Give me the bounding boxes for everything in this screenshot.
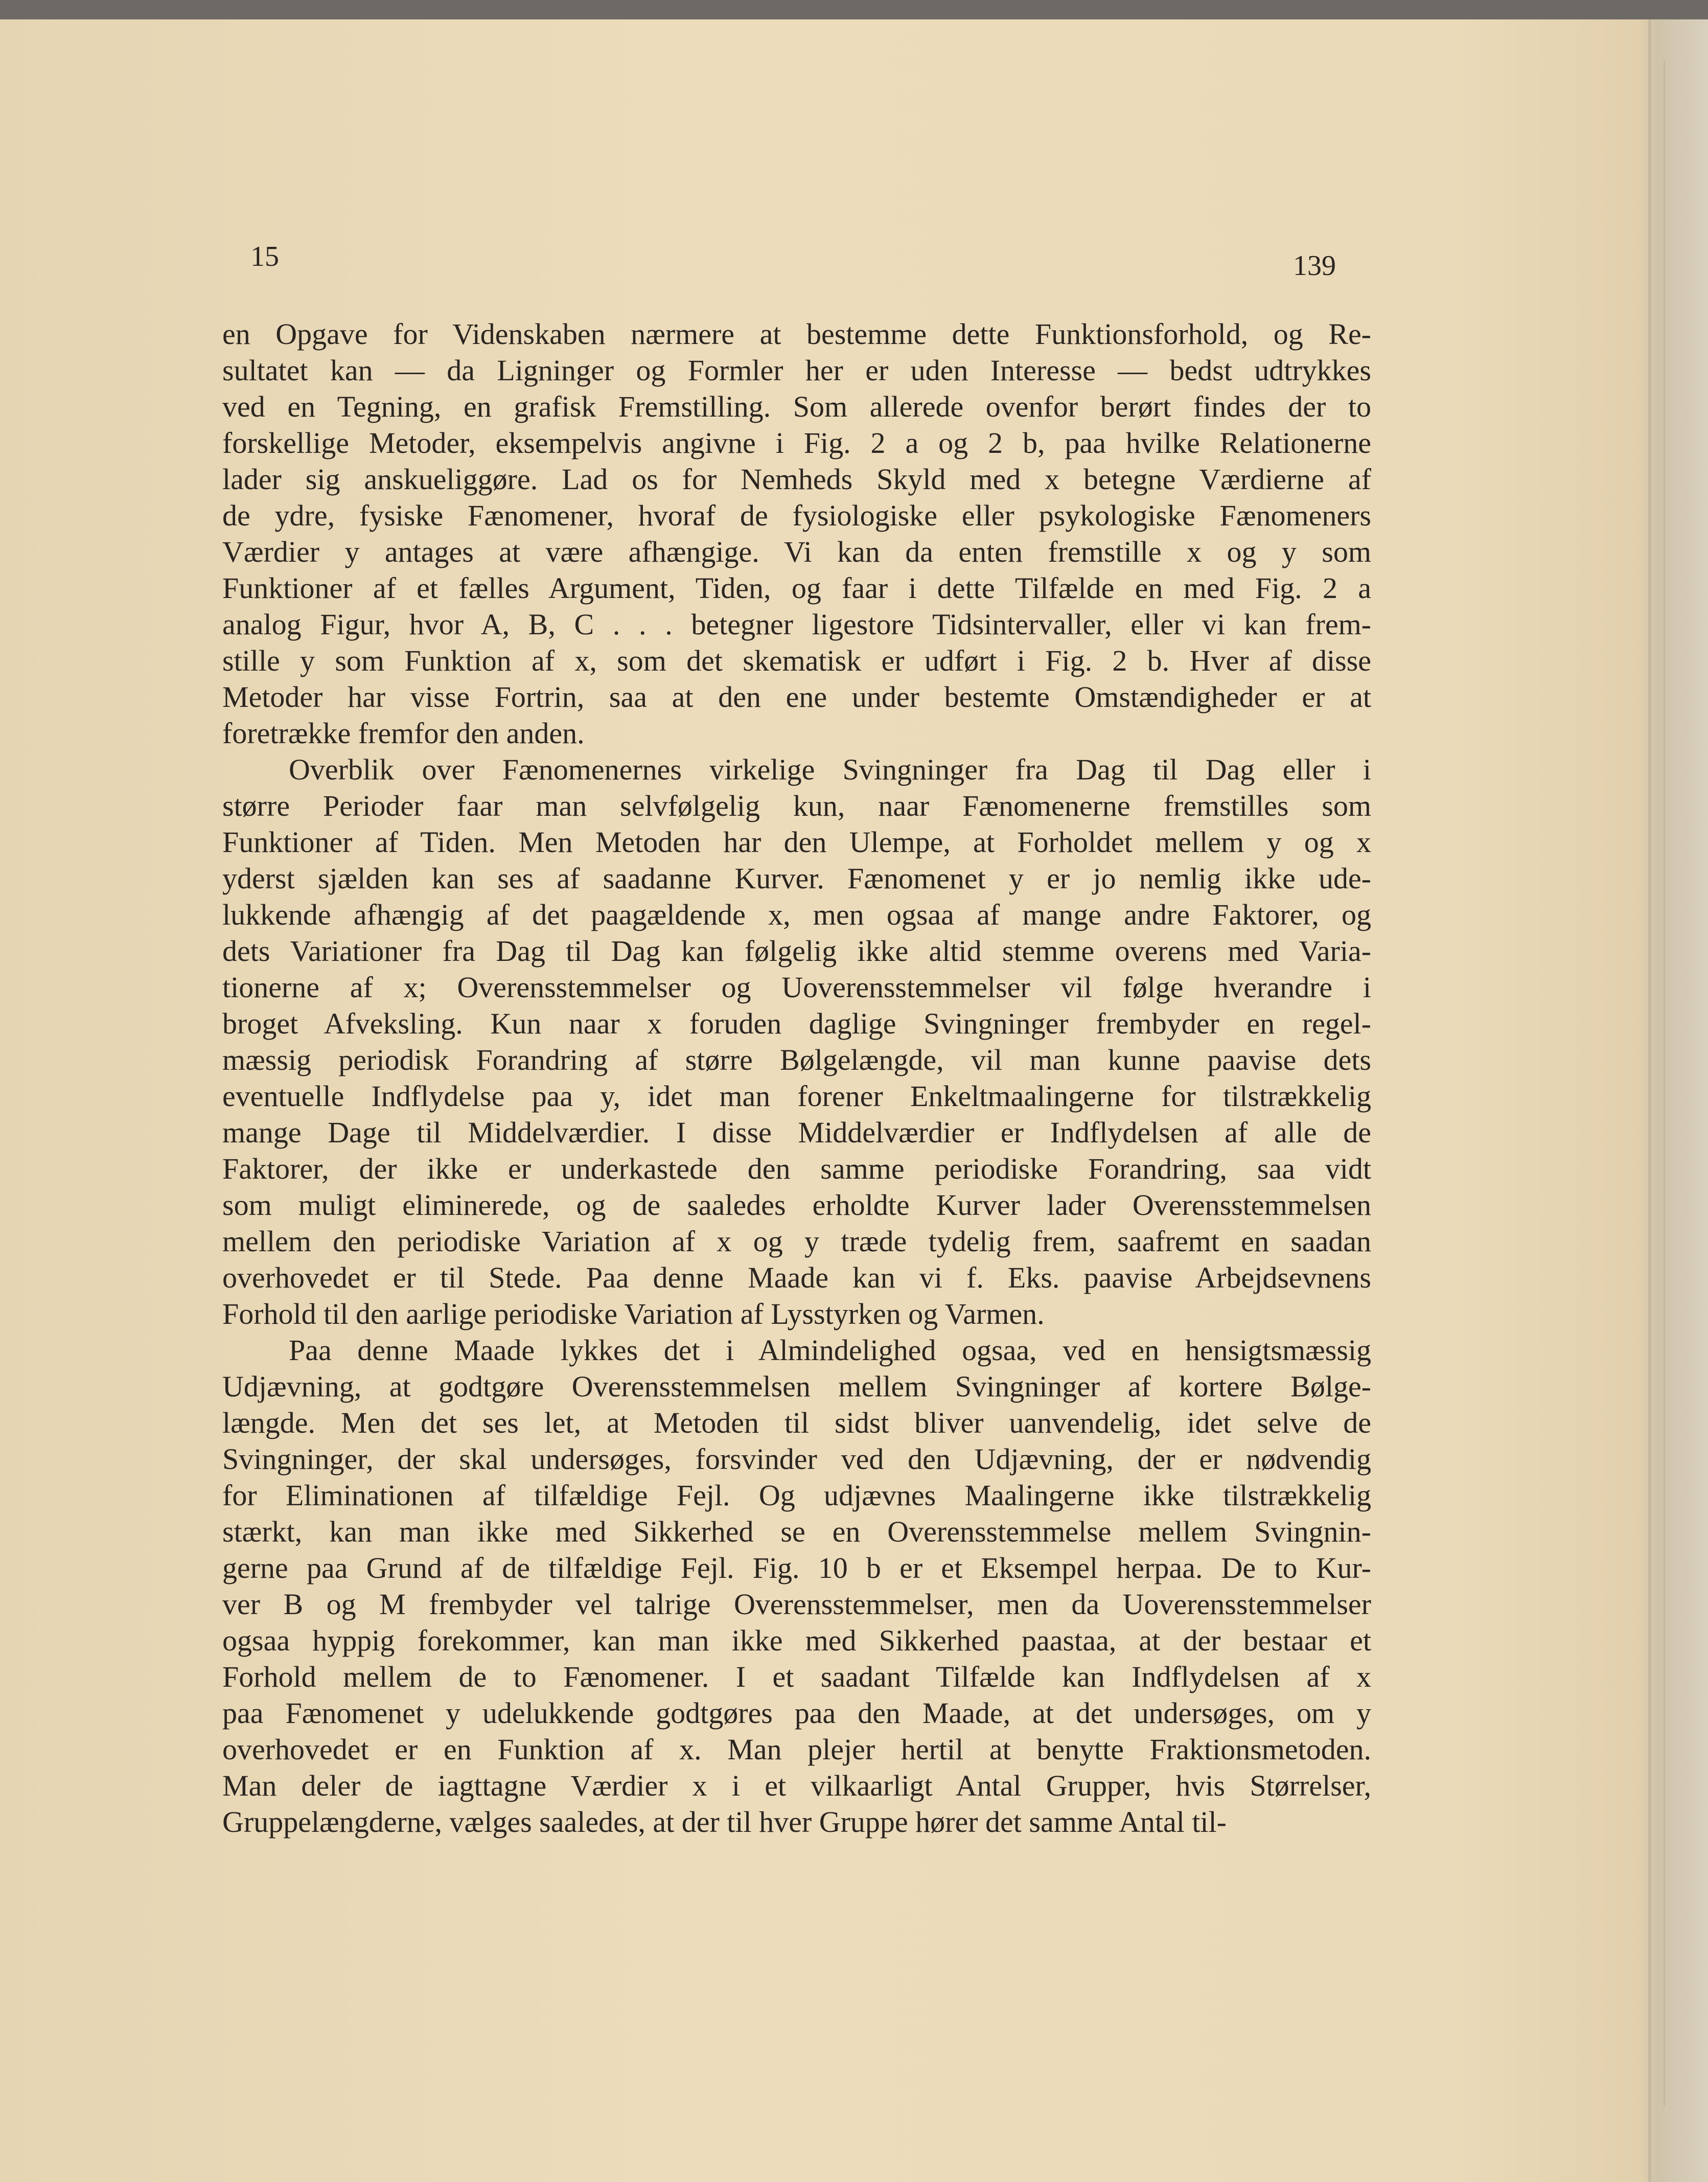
- text-line: mellem den periodiske Variation af x og y træde tydelig frem, saafremt en saadan: [222, 1225, 1371, 1258]
- text-line: overhovedet er til Stede. Paa denne Maade kan vi f. Eks. paavise Arbejdsevnens: [222, 1261, 1371, 1294]
- text-line: foretrække fremfor den anden.: [222, 717, 585, 750]
- text-line: mange Dage til Middelværdier. I disse Middelværdier er Indflydelsen af alle de: [222, 1116, 1371, 1149]
- text-line: Faktorer, der ikke er underkastede den samme periodiske Forandring, saa vidt: [222, 1152, 1371, 1185]
- text-line: stærkt, kan man ikke med Sikkerhed se en Overensstemmelse mellem Svingnin-: [222, 1515, 1371, 1548]
- text-line: Svingninger, der skal undersøges, forsvinder ved den Udjævning, der er nødvendig: [222, 1442, 1371, 1476]
- text-line: ogsaa hyppig forekommer, kan man ikke med Sikkerhed paastaa, at der bestaar et: [222, 1624, 1371, 1657]
- text-line: lader sig anskueliggøre. Lad os for Nemheds Skyld med x betegne Værdierne af: [222, 463, 1371, 496]
- signature-number: 15: [250, 241, 279, 272]
- text-line: ver B og M frembyder vel talrige Overensstemmelser, men da Uoverensstemmelser: [222, 1588, 1371, 1621]
- text-line: Man deler de iagttagne Værdier x i et vilkaarligt Antal Grupper, hvis Størrelser,: [222, 1769, 1371, 1802]
- paragraph: [222, 316, 1371, 751]
- text-line: Funktioner af et fælles Argument, Tiden, og faar i dette Tilfælde en med Fig. 2 a: [222, 571, 1371, 605]
- text-line: dets Variationer fra Dag til Dag kan følgelig ikke altid stemme overens med Varia-: [222, 934, 1371, 968]
- text-line: overhovedet er en Funktion af x. Man plejer hertil at benytte Fraktionsmetoden.: [222, 1733, 1371, 1766]
- text-line: Forhold mellem de to Fænomener. I et saadant Tilfælde kan Indflydelsen af x: [222, 1660, 1371, 1693]
- text-line: længde. Men det ses let, at Metoden til sidst bliver uanvendelig, idet selve de: [222, 1406, 1371, 1439]
- text-line: yderst sjælden kan ses af saadanne Kurver. Fænomenet y er jo nemlig ikke ude-: [222, 862, 1371, 895]
- text-line: gerne paa Grund af de tilfældige Fejl. Fig. 10 b er et Eksempel herpaa. De to Kur-: [222, 1551, 1371, 1584]
- text-line: en Opgave for Videnskaben nærmere at bestemme dette Funktionsforhold, og Re-: [222, 317, 1371, 351]
- text-line: som muligt eliminerede, og de saaledes erholdte Kurver lader Overensstemmelsen: [222, 1188, 1371, 1222]
- text-line: Paa denne Maade lykkes det i Almindelighed ogsaa, ved en hensigtsmæssig: [289, 1334, 1371, 1367]
- text-line: forskellige Metoder, eksempelvis angivne i Fig. 2 a og 2 b, paa hvilke Relationerne: [222, 426, 1371, 460]
- text-line: eventuelle Indflydelse paa y, idet man forener Enkeltmaalingerne for tilstrækkelig: [222, 1079, 1371, 1113]
- text-line: analog Figur, hvor A, B, C . . . betegner ligestore Tidsintervaller, eller vi kan frem-: [222, 608, 1371, 641]
- text-line: ved en Tegning, en grafisk Fremstilling. Som allerede ovenfor berørt findes der to: [222, 390, 1371, 423]
- text-line: lukkende afhængig af det paagældende x, men ogsaa af mange andre Faktorer, og: [222, 898, 1371, 931]
- text-line: Udjævning, at godtgøre Overensstemmelsen mellem Svingninger af kortere Bølge-: [222, 1370, 1371, 1403]
- text-line: paa Fænomenet y udelukkende godtgøres paa den Maade, at det undersøges, om y: [222, 1696, 1371, 1730]
- text-line: tionerne af x; Overensstemmelser og Uoverensstemmelser vil følge hverandre i: [222, 971, 1371, 1004]
- text-line: Gruppelængderne, vælges saaledes, at der til hver Gruppe hører det samme Antal til-: [222, 1805, 1227, 1839]
- page-edge-shadow: [1664, 61, 1665, 2106]
- page-number: 139: [1293, 250, 1336, 282]
- text-line: de ydre, fysiske Fænomener, hvoraf de fysiologiske eller psykologiske Fænomeners: [222, 499, 1371, 532]
- paragraph: [222, 751, 1371, 1332]
- page-edge: [1648, 19, 1651, 2182]
- scan-top-border: [0, 0, 1708, 19]
- text-line: broget Afveksling. Kun naar x foruden daglige Svingninger frembyder en regel-: [222, 1007, 1371, 1040]
- text-line: Værdier y antages at være afhængige. Vi kan da enten fremstille x og y som: [222, 535, 1371, 568]
- paragraph: [222, 1332, 1371, 1840]
- text-line: sultatet kan — da Ligninger og Formler her er uden Interesse — bedst udtrykkes: [222, 354, 1371, 387]
- text-line: Overblik over Fænomenernes virkelige Svingninger fra Dag til Dag eller i: [289, 753, 1371, 786]
- body-text: [222, 316, 1371, 1840]
- text-line: for Eliminationen af tilfældige Fejl. Og udjævnes Maalingerne ikke tilstrækkelig: [222, 1479, 1371, 1512]
- text-line: større Perioder faar man selvfølgelig kun, naar Fænomenerne fremstilles som: [222, 789, 1371, 822]
- text-line: Funktioner af Tiden. Men Metoden har den Ulempe, at Forholdet mellem y og x: [222, 825, 1371, 859]
- text-line: Forhold til den aarlige periodiske Variation af Lysstyrken og Varmen.: [222, 1297, 1045, 1330]
- text-line: mæssig periodisk Forandring af større Bølgelængde, vil man kunne paavise dets: [222, 1043, 1371, 1076]
- text-line: stille y som Funktion af x, som det skematisk er udført i Fig. 2 b. Hver af disse: [222, 644, 1371, 677]
- text-line: Metoder har visse Fortrin, saa at den ene under bestemte Omstændigheder er at: [222, 680, 1371, 714]
